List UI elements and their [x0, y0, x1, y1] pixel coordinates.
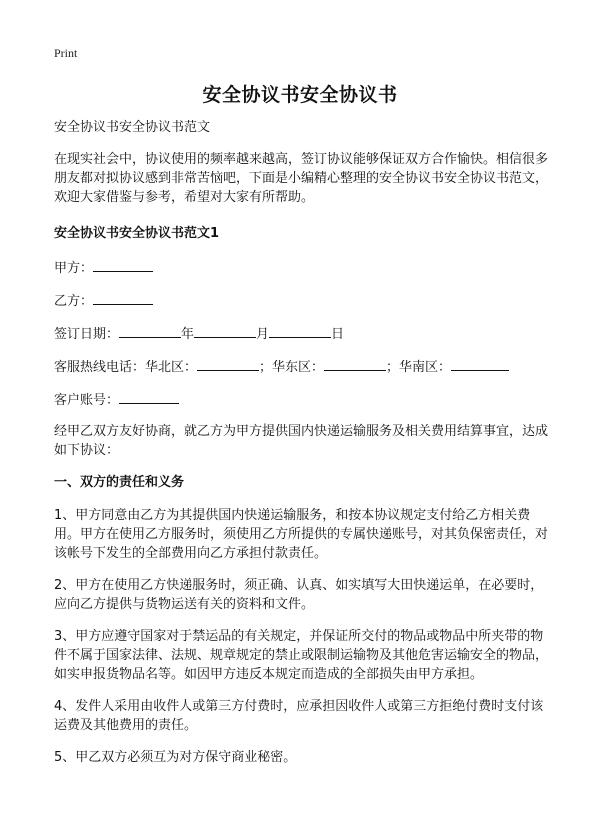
- clause-item: 4、发件人采用由收件人或第三方付费时，应承担因收件人或第三方拒绝付费时支付该运费及其他费用的责任。: [54, 699, 544, 733]
- party-b-blank: [93, 290, 153, 305]
- east-blank: [324, 356, 386, 371]
- account-field: [54, 389, 554, 408]
- party-b-label: 乙方：: [54, 294, 94, 309]
- clause-item: 2、甲方在使用乙方快递服务时，须正确、认真、如实填写大田快递运单，在必要时，应向乙方提供与货物运送有关的资料和文件。: [54, 578, 544, 612]
- clause-item: 3、甲方应遵守国家对于禁运品的有关规定，并保证所交付的物品或物品中所夹带的物件不属于国家法律、法规、规章规定的禁止或限制运输物及其他危害运输安全的物品，如实申报货物品名等。如因甲方违反本规定而造成的全部损失由甲方承担。: [54, 629, 549, 682]
- year-blank: [119, 323, 181, 338]
- clause-item: 1、甲方同意由乙方为其提供国内快递运输服务，和按本协议规定支付给乙方相关费用。甲方在使用乙方服务时，须使用乙方所提供的专属快递账号，对其负保密责任，对该帐号下发生的全部费用向乙方承担付款责任。: [54, 508, 549, 561]
- party-b-field: [54, 290, 554, 309]
- document-body: [54, 118, 554, 780]
- section-heading: 安全协议书安全协议书范文1: [54, 226, 220, 241]
- print-link[interactable]: Print: [54, 46, 78, 60]
- account-label: 客户账号：: [54, 393, 120, 408]
- hotline-east-label: ；华东区：: [259, 360, 325, 375]
- sign-date-field: [54, 323, 554, 342]
- day-blank: [269, 323, 331, 338]
- clause-heading: 一、双方的责任和义务: [54, 475, 185, 490]
- document-title: 安全协议书安全协议书: [202, 84, 398, 106]
- month-blank: [194, 323, 256, 338]
- year-label: 年: [181, 327, 195, 342]
- account-blank: [119, 389, 179, 404]
- south-blank: [451, 356, 509, 371]
- clause-item: 5、甲乙双方必须互为对方保守商业秘密。: [54, 750, 297, 765]
- hotline-north-label: 客服热线电话：华北区：: [54, 360, 198, 375]
- party-a-blank: [93, 257, 153, 272]
- party-a-field: [54, 257, 554, 276]
- day-label: 日: [331, 327, 345, 342]
- party-a-label: 甲方：: [54, 261, 94, 276]
- intro-paragraph: 在现实社会中，协议使用的频率越来越高，签订协议能够保证双方合作愉快。相信很多朋友都对拟协议感到非常苦恼吧，下面是小编精心整理的安全协议书安全协议书范文，欢迎大家借鉴与参考，希望对大家有所帮助。: [54, 152, 549, 205]
- north-blank: [197, 356, 259, 371]
- hotline-south-label: ；华南区：: [386, 360, 452, 375]
- document-subtitle: 安全协议书安全协议书范文: [54, 120, 211, 135]
- sign-date-label: 签订日期：: [54, 327, 120, 342]
- month-label: 月: [256, 327, 270, 342]
- hotline-field: [54, 356, 554, 375]
- agreement-intro: 经甲乙双方友好协商，就乙方为甲方提供国内快递运输服务及相关费用结算事宜，达成如下协议：: [54, 424, 549, 458]
